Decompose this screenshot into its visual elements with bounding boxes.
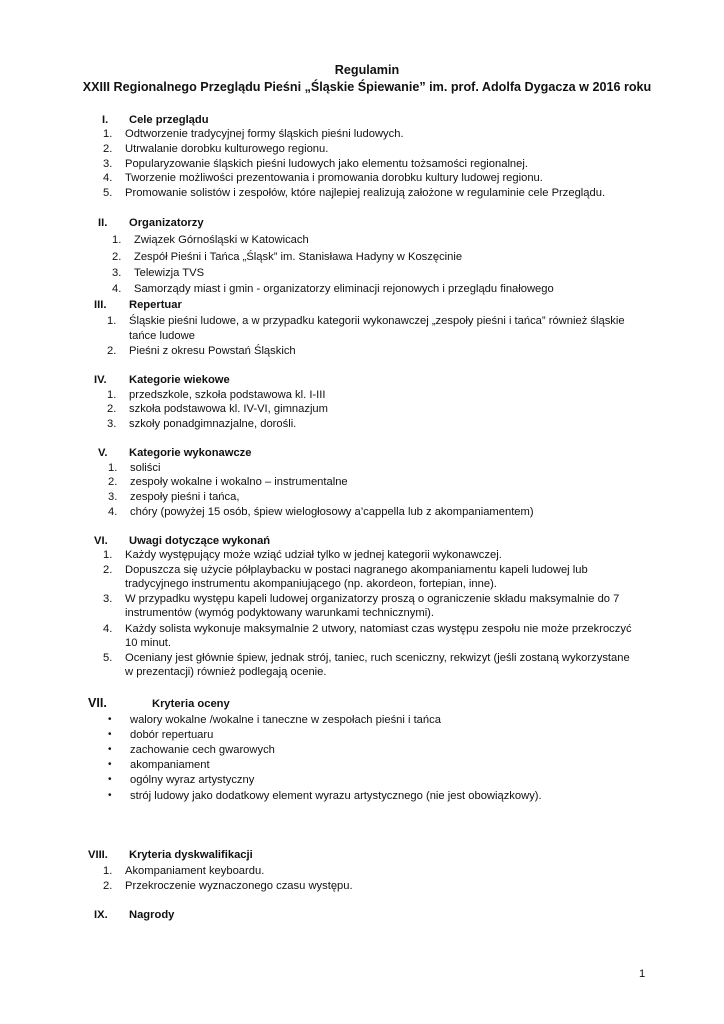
bullet-icon: • xyxy=(108,790,112,801)
section-heading: Uwagi dotyczące wykonań xyxy=(129,535,271,547)
section-number: V. xyxy=(98,447,108,459)
list-number: 3. xyxy=(107,418,117,430)
list-item: Przekroczenie wyznaczonego czasu występu. xyxy=(125,880,353,892)
section-heading: Cele przeglądu xyxy=(129,114,209,126)
list-number: 1. xyxy=(112,234,122,246)
list-item: ogólny wyraz artystyczny xyxy=(130,774,255,786)
list-number: 1. xyxy=(103,549,113,561)
list-number: 1. xyxy=(103,865,113,877)
bullet-icon: • xyxy=(108,729,112,740)
list-item: szkoły ponadgimnazjalne, dorośli. xyxy=(129,418,297,430)
document-subtitle: XXIII Regionalnego Przeglądu Pieśni „Śląskie Śpiewanie” im. prof. Adolfa Dygacza w 2016 roku xyxy=(82,80,652,94)
list-item: Dopuszcza się użycie półplaybacku w postaci nagranego akompaniamentu kapeli ludowej lub xyxy=(125,564,588,576)
list-item-continuation: 10 minut. xyxy=(125,637,172,649)
list-number: 5. xyxy=(103,187,113,199)
section-number: II. xyxy=(98,217,108,229)
section-number: IV. xyxy=(94,374,107,386)
section-heading: Kategorie wykonawcze xyxy=(129,447,252,459)
section-number: VII. xyxy=(88,696,107,710)
list-number: 5. xyxy=(103,652,113,664)
list-number: 3. xyxy=(112,267,122,279)
section-heading: Kategorie wiekowe xyxy=(129,374,230,386)
list-number: 2. xyxy=(103,880,113,892)
bullet-icon: • xyxy=(108,744,112,755)
list-item-continuation: w prezentacji) również podlegają ocenie. xyxy=(125,666,327,678)
list-item: Śląskie pieśni ludowe, a w przypadku kategorii wykonawczej „zespoły pieśni i tańca” również śląskie xyxy=(129,315,625,327)
section-number: III. xyxy=(94,299,107,311)
bullet-icon: • xyxy=(108,774,112,785)
list-number: 1. xyxy=(108,462,118,474)
section-number: VIII. xyxy=(88,849,108,861)
section-heading: Kryteria dyskwalifikacji xyxy=(129,849,253,861)
section-heading: Repertuar xyxy=(129,299,182,311)
list-item-continuation: tradycyjnego instrumentu akompaniującego (np. akordeon, fortepian, inne). xyxy=(125,578,497,590)
list-item: zespoły wokalne i wokalno – instrumentalne xyxy=(130,476,348,488)
list-number: 3. xyxy=(108,491,118,503)
list-item: Pieśni z okresu Powstań Śląskich xyxy=(129,345,296,357)
list-number: 4. xyxy=(103,172,113,184)
list-number: 1. xyxy=(107,389,117,401)
list-item: Związek Górnośląski w Katowicach xyxy=(134,234,309,246)
list-number: 4. xyxy=(112,283,122,295)
list-item: soliści xyxy=(130,462,161,474)
list-item: Popularyzowanie śląskich pieśni ludowych jako elementu tożsamości regionalnej. xyxy=(125,158,528,170)
list-number: 4. xyxy=(103,623,113,635)
section-number: VI. xyxy=(94,535,108,547)
list-item: W przypadku występu kapeli ludowej organizatorzy proszą o ograniczenie składu maksymalnie do 7 xyxy=(125,593,620,605)
page-number: 1 xyxy=(639,968,646,980)
list-item: Oceniany jest głównie śpiew, jednak strój, taniec, ruch sceniczny, rekwizyt (jeśli zostaną wykorzystane xyxy=(125,652,630,664)
section-number: I. xyxy=(102,114,109,126)
list-item: szkoła podstawowa kl. IV-VI, gimnazjum xyxy=(129,403,328,415)
list-item: walory wokalne /wokalne i taneczne w zespołach pieśni i tańca xyxy=(130,714,441,726)
list-item: akompaniament xyxy=(130,759,210,771)
list-number: 2. xyxy=(107,345,117,357)
list-item: Samorządy miast i gmin - organizatorzy eliminacji rejonowych i przeglądu finałowego xyxy=(134,283,554,295)
list-item-continuation: tańce ludowe xyxy=(129,330,195,342)
list-number: 2. xyxy=(103,143,113,155)
list-number: 3. xyxy=(103,593,113,605)
list-item: Promowanie solistów i zespołów, które najlepiej realizują założone w regulaminie cele Przeglądu. xyxy=(125,187,606,199)
list-item: chóry (powyżej 15 osób, śpiew wielogłosowy a’cappella lub z akompaniamentem) xyxy=(130,506,534,518)
list-item: Każdy występujący może wziąć udział tylko w jednej kategorii wykonawczej. xyxy=(125,549,502,561)
list-item: Utrwalanie dorobku kulturowego regionu. xyxy=(125,143,329,155)
section-heading: Nagrody xyxy=(129,909,175,921)
section-heading: Kryteria oceny xyxy=(152,698,230,710)
list-number: 4. xyxy=(108,506,118,518)
list-number: 2. xyxy=(112,251,122,263)
list-item: Akompaniament keyboardu. xyxy=(125,865,265,877)
list-item: zachowanie cech gwarowych xyxy=(130,744,275,756)
list-item: przedszkole, szkoła podstawowa kl. I-III xyxy=(129,389,326,401)
list-item: strój ludowy jako dodatkowy element wyrazu artystycznego (nie jest obowiązkowy). xyxy=(130,790,542,802)
list-item: Każdy solista wykonuje maksymalnie 2 utwory, natomiast czas występu zespołu nie może przekroczyć xyxy=(125,623,632,635)
list-number: 1. xyxy=(103,128,113,140)
section-number: IX. xyxy=(94,909,108,921)
list-item: Tworzenie możliwości prezentowania i promowania dorobku kultury ludowej regionu. xyxy=(125,172,543,184)
list-item: zespoły pieśni i tańca, xyxy=(130,491,240,503)
bullet-icon: • xyxy=(108,759,112,770)
bullet-icon: • xyxy=(108,714,112,725)
list-item: Telewizja TVS xyxy=(134,267,205,279)
list-item: Zespół Pieśni i Tańca „Śląsk” im. Stanisława Hadyny w Koszęcinie xyxy=(134,251,463,263)
list-item-continuation: instrumentów (wymóg podyktowany warunkami technicznymi). xyxy=(125,607,435,619)
list-number: 2. xyxy=(107,403,117,415)
document-title: Regulamin xyxy=(334,63,400,77)
list-number: 1. xyxy=(107,315,117,327)
list-number: 2. xyxy=(103,564,113,576)
list-number: 2. xyxy=(108,476,118,488)
list-item: dobór repertuaru xyxy=(130,729,214,741)
section-heading: Organizatorzy xyxy=(129,217,204,229)
list-item: Odtworzenie tradycyjnej formy śląskich pieśni ludowych. xyxy=(125,128,404,140)
list-number: 3. xyxy=(103,158,113,170)
